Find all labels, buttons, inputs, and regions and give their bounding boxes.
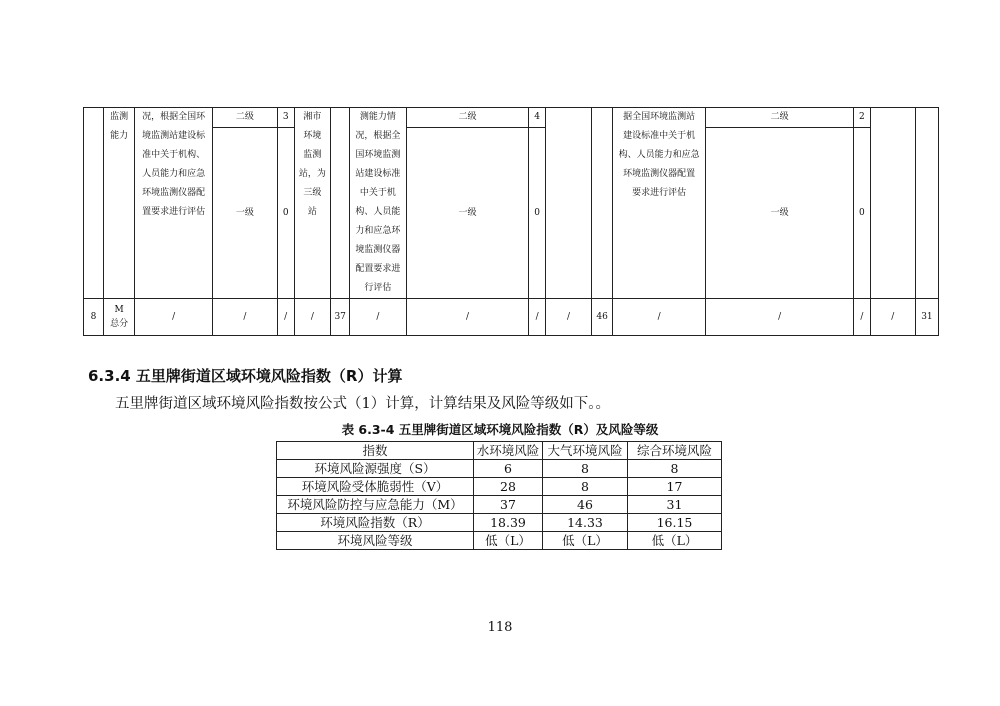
table-cell: 14.33 (543, 514, 628, 532)
total-value-cell: / (706, 299, 854, 336)
blank-cell (870, 108, 915, 299)
total-value-cell: 46 (592, 299, 613, 336)
table-cell: 低（L） (628, 532, 722, 550)
section-heading: 6.3.4 五里牌街道区域环境风险指数（R）计算 (88, 367, 403, 385)
header-cell: 综合环境风险 (628, 442, 722, 460)
page-number: 118 (487, 620, 513, 635)
total-row (84, 299, 939, 336)
level-cell: 二级 一级 (212, 108, 277, 299)
total-value-cell: / (529, 299, 546, 336)
description-cell: 况，根据全国环 境监测站建设标 准中关于机构、 人员能力和应急 环境监测仪器配 置要求进行评估 (135, 108, 213, 299)
total-value-cell: / (277, 299, 294, 336)
category-cell: 湘市 环境 监测 站，为 三级 站 (294, 108, 331, 299)
total-value-cell: / (870, 299, 915, 336)
table-cell: 16.15 (628, 514, 722, 532)
table-cell: 低（L） (543, 532, 628, 550)
table-cell: 8 (543, 478, 628, 496)
level-cell: 二级 一级 (706, 108, 854, 299)
total-value-cell: / (546, 299, 592, 336)
table-cell: 37 (474, 496, 543, 514)
total-value-cell: / (135, 299, 213, 336)
continuation-table (83, 107, 939, 336)
score-cell: 3 0 (277, 108, 294, 299)
table-cell: 28 (474, 478, 543, 496)
header-cell: 大气环境风险 (543, 442, 628, 460)
header-cell: 指数 (277, 442, 474, 460)
table-cell: 46 (543, 496, 628, 514)
level-cell: 二级 一级 (406, 108, 529, 299)
table-row (277, 478, 722, 496)
risk-index-table (276, 441, 722, 550)
table-cell: 31 (628, 496, 722, 514)
total-value-cell: 37 (331, 299, 350, 336)
table-row (277, 460, 722, 478)
total-value-cell: / (613, 299, 706, 336)
total-label-cell: M 总分 (103, 299, 134, 336)
total-value-cell: / (212, 299, 277, 336)
total-value-cell: 31 (915, 299, 938, 336)
total-value-cell: / (294, 299, 331, 336)
table-row (277, 532, 722, 550)
table-header-row (277, 442, 722, 460)
table-cell: 6 (474, 460, 543, 478)
table-cell: 18.39 (474, 514, 543, 532)
blank-cell (546, 108, 592, 299)
table-cell: 8 (543, 460, 628, 478)
table-cell: 17 (628, 478, 722, 496)
index-cell (84, 108, 104, 299)
table-cell: 低（L） (474, 532, 543, 550)
header-cell: 水环境风险 (474, 442, 543, 460)
table-cell: 环境风险指数（R） (277, 514, 474, 532)
score-cell: 2 0 (854, 108, 871, 299)
monitoring-capability-row (84, 108, 939, 299)
total-value-cell: / (350, 299, 407, 336)
blank-cell (915, 108, 938, 299)
description-cell: 测能力情 况，根据全 国环境监测 站建设标准 中关于机 构、人员能 力和应急环 境监测仪器 配置要求进 行评估 (350, 108, 407, 299)
blank-cell (331, 108, 350, 299)
table-cell: 环境风险受体脆弱性（V） (277, 478, 474, 496)
blank-cell (592, 108, 613, 299)
table-cell: 环境风险源强度（S） (277, 460, 474, 478)
total-index-cell: 8 (84, 299, 104, 336)
body-paragraph: 五里牌街道区域环境风险指数按公式（1）计算，计算结果及风险等级如下。。 (115, 396, 610, 412)
score-cell: 4 0 (529, 108, 546, 299)
description-cell: 据全国环境监测站 建设标准中关于机 构、人员能力和应急 环境监测仪器配置 要求进行评估 (613, 108, 706, 299)
table-cell: 环境风险防控与应急能力（M） (277, 496, 474, 514)
category-cell: 监测 能力 (103, 108, 134, 299)
table-row (277, 496, 722, 514)
table-caption: 表 6.3-4 五里牌街道区域环境风险指数（R）及风险等级 (341, 422, 659, 437)
table-cell: 环境风险等级 (277, 532, 474, 550)
total-value-cell: / (854, 299, 871, 336)
total-value-cell: / (406, 299, 529, 336)
table-cell: 8 (628, 460, 722, 478)
table-row (277, 514, 722, 532)
